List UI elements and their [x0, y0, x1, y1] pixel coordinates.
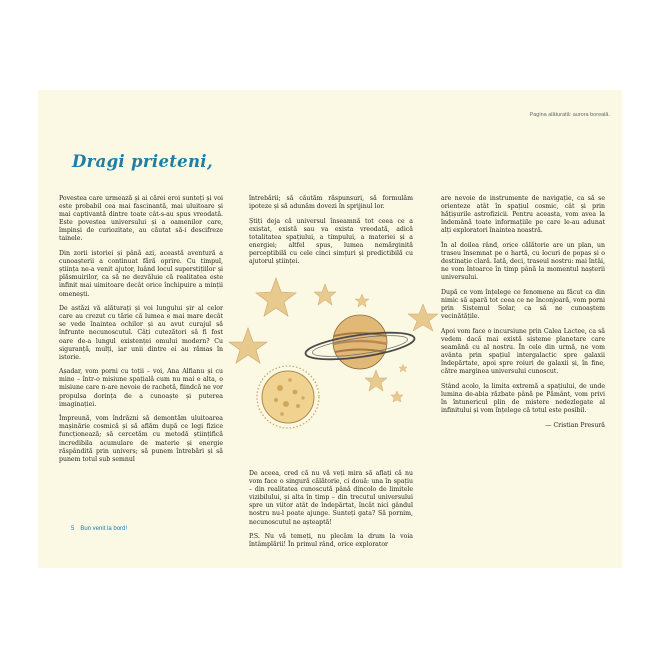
paragraph: În al doilea rând, orice călătorie are un plan, un traseu însemnat pe o hartă, cu locuri de popas și o destinație clară. Iată, deci, traseul nostru: mai întâi, ne vom întoarce în timp până la momentul nașterii universului. [441, 241, 605, 282]
paragraph: Povestea care urmează și ai cărei eroi sunteți și voi este probabil cea mai fascinantă, mai uluitoare și mai captivantă dintre toate cât-s-au spus vreodată. Este povestea universului și a oamenilor care, împinși de curiozitate, au căutat să-i descifreze tainele. [59, 195, 223, 243]
book-page [38, 90, 622, 568]
paragraph: Știți deja că universul înseamnă tot ceea ce a existat, există sau va exista vreodată, adică totalitatea spațiului, a timpului, a materiei și a energiei; altfel spus, lumea nemărginită perceptibilă cu cele cinci simțuri și predictibilă cu ajutorul științei. [249, 217, 413, 266]
space-illustration [228, 268, 438, 483]
page-number: 5 [71, 526, 75, 532]
paragraph: De astăzi vă alăturați și voi lungului șir al celor care au crezut cu tărie că lumea e mai mare decât se vede înaintea ochilor și au avut curajul să înfrunte necunoscutul. Câți cutezători să fi fost oare de-a lungul existenței omului modern? Cu siguranță, mulți, iar unii dintre ei au rămas în istorie. [59, 305, 223, 361]
column-1 [59, 195, 223, 470]
paragraph: După ce vom înțelege ce fenomene au făcut ca din nimic să apară tot ceea ce ne înconjoară, vom porni prin Sistemul Solar, ca să ne cunoaștem vecinătățile. [441, 288, 605, 321]
sun-icon [257, 366, 319, 428]
paragraph: întrebării; să căutăm răspunsuri, să formulăm ipoteze și să adunăm dovezi în sprijinul lor. [249, 195, 413, 211]
paragraph: Așadar, vom porni cu toții – voi, Ana Alfianu și cu mine – într-o misiune spațială cum nu mai e alta, o misiune care n-are nevoie de rachetă, fiindcă ne vor propulsa dorința de a cunoaște și puterea imaginației. [59, 368, 223, 408]
paragraph: Stând acolo, la limita extremă a spațiului, de unde lumina de-abia răzbate până pe Pământ, vom privi în întunericul plin de mistere nedezlegate al infinitului și vom înțelege că totul este posibil. [441, 382, 605, 415]
page-heading: Dragi prieteni, [72, 152, 213, 171]
star-icon [391, 391, 403, 402]
star-icon [365, 370, 387, 391]
column-3 [441, 195, 605, 436]
column-2 [249, 195, 413, 273]
paragraph: Apoi vom face o incursiune prin Calea Lactee, ca să vedem dacă mai există sisteme planetare care seamănă cu al nostru. În cele din urmă, ne vom avânta prin spațiul intergalactic spre galaxii îndepărtate, apoi spre roiuri de galaxii și, în fine, către marginea universului cunoscut. [441, 327, 605, 376]
paragraph: De aceea, cred că nu vă veți mira să aflați că nu vom face o singură călătorie, ci două: una în spațiu – din realitatea cunoscută până dincolo de limitele vizibilului, și alta în timp – din trecutul universului spre un viitor atât de îndepărtat, încât nici gândul nostru nu-l poate ajunge. Sunteți gata? Să pornim, necunoscutul ne așteaptă! [249, 470, 413, 526]
star-icon [256, 278, 296, 316]
running-title: Bun venit la bord! [80, 526, 128, 532]
caption: Pagina alăturată: aurora boreală. [529, 112, 610, 118]
paragraph: Împreună, vom îndrăzni să demontăm uluitoarea mașinărie cosmică și să aflăm după ce legi fizice funcționează; să cercetăm cu metodă științifică incredibila acumulare de materie și energie răspândită prin univers; să punem întrebări și să punem totul sub semnul [59, 415, 223, 463]
signature: — Cristian Presură [545, 421, 605, 429]
star-icon [408, 304, 438, 331]
page-footer [71, 526, 127, 532]
saturn-icon [304, 315, 416, 369]
star-icon [399, 364, 407, 372]
star-icon [355, 294, 369, 307]
star-icon [314, 284, 336, 305]
paragraph: P.S. Nu vă temeți, nu plecăm la drum la voia întâmplării! În primul rând, orice explorator [249, 533, 413, 549]
star-icon [229, 328, 267, 363]
column-2-continued [249, 470, 413, 556]
paragraph: are nevoie de instrumente de navigație, ca să se orienteze atât în spațiul cosmic, cât și prin hățișurile astrofizicii. Pentru aceasta, vom avea la îndemână toate informațiile pe care le-au adunat alți exploratori înaintea noastră. [441, 195, 605, 235]
paragraph: Din zorii istoriei și până azi, această aventură a cunoașterii a continuat fără oprire. Cu timpul, știința ne-a venit ajutor, luând locul superstițiilor și plăsmuirilor, ca să ne dezvăluie că realitatea este infinit mai uimitoare decât orice închipuire a minții omenești. [59, 250, 223, 298]
